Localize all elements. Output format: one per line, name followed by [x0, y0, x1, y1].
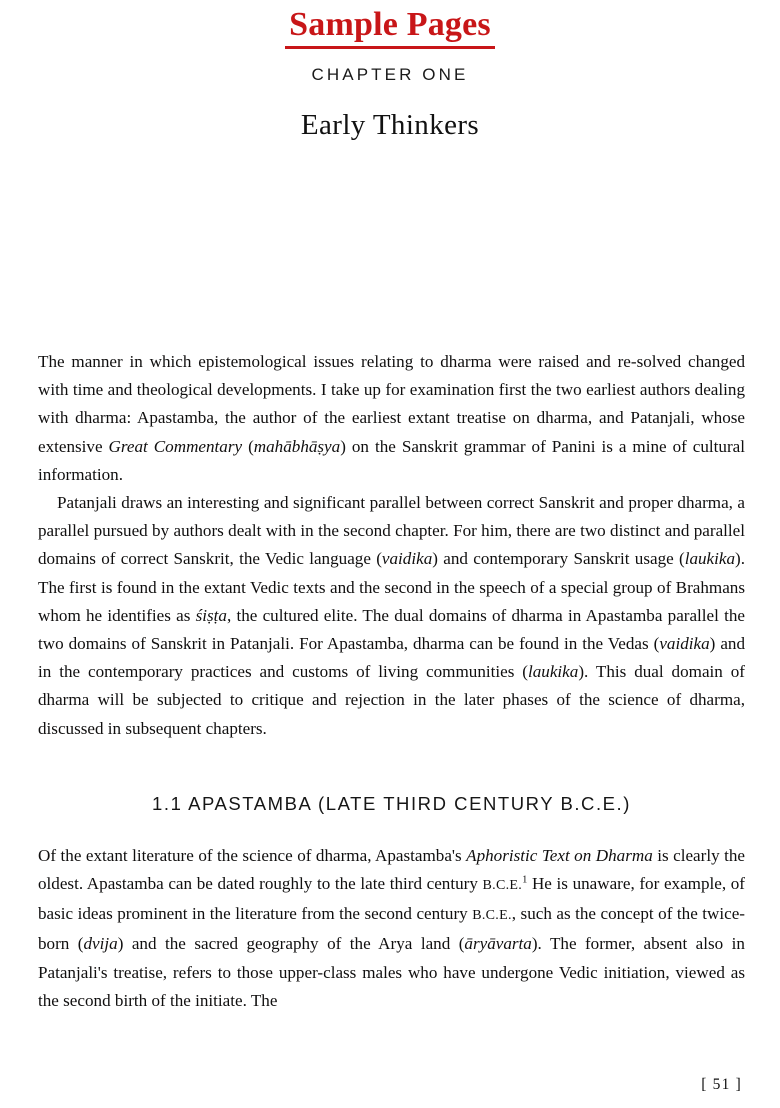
paragraph-3	[38, 842, 745, 1015]
p2-run-5: ) and in the contemporary practices and customs of living communities (	[38, 634, 745, 682]
p3-italic-aphoristic-text-on-dharma: Aphoristic Text on Dharma	[466, 845, 653, 865]
p1-run-1: The manner in which epistemological issues relating to dharma were raised and re-solved changed with time and theological developments. I take up for examination first the two earliest authors dealing with dharma: Apastamba, the author of the earliest extant treatise on dharma, and Patanjali, whose extensive	[38, 352, 745, 456]
p3-italic-dvija: dvija	[83, 934, 118, 954]
heading-spacer-top	[38, 743, 745, 793]
p1-run-3: ) on the Sanskrit grammar of Panini is a mine of cultural information.	[38, 436, 746, 484]
page-number-folio: [ 51 ]	[701, 1076, 742, 1093]
p2-run-1: Patanjali draws an interesting and significant parallel between correct Sanskrit and proper dharma, a parallel pursued by authors dealt with in the second chapter. For him, there are two distinct and parallel domains of correct Sanskrit, the Vedic language (	[38, 493, 745, 569]
heading-spacer-bottom	[38, 815, 745, 842]
page-header	[0, 0, 780, 142]
p3-smallcaps-bce-1: B.C.E.	[482, 878, 523, 894]
p1-italic-mahabhasya: mahābhāṣya	[253, 436, 341, 456]
p3-run-4: , such as the concept of the twice-born (	[38, 904, 745, 954]
footnote-marker-1: 1	[522, 874, 528, 886]
p2-italic-vaidika-2: vaidika	[659, 634, 710, 654]
p2-italic-vaidika-1: vaidika	[381, 549, 433, 569]
p3-italic-aryavarta: āryāvarta	[464, 934, 532, 954]
p2-run-2: ) and contemporary Sanskrit usage (	[432, 549, 685, 569]
p2-italic-sista: śiṣṭa	[195, 605, 227, 625]
p3-run-5: ) and the sacred geography of the Arya land (	[117, 934, 465, 954]
p2-italic-laukika-1: laukika	[684, 549, 736, 569]
sample-pages-banner-title: Sample Pages	[285, 6, 495, 49]
paragraph-2	[38, 489, 745, 743]
chapter-label: CHAPTER ONE	[311, 65, 469, 85]
p1-run-2: (	[242, 436, 254, 456]
p3-smallcaps-bce-2: B.C.E.	[472, 908, 512, 924]
p2-run-6: ). This dual domain of dharma will be subjected to critique and rejection in the later phases of the science of dharma, discussed in subsequent chapters.	[38, 662, 745, 738]
p3-run-6: ). The former, absent also in Patanjali's treatise, refers to those upper-class males who have undergone Vedic initiation, viewed as the second birth of the initiate. The	[38, 934, 745, 1010]
banner-title-wrap	[0, 6, 780, 49]
p3-run-2: is clearly the oldest. Apastamba can be dated roughly to the late third century	[38, 845, 745, 894]
body-text-area	[38, 348, 745, 1015]
p2-italic-laukika-2: laukika	[527, 662, 579, 682]
p2-run-3: ). The first is found in the extant Vedic texts and the second in the speech of a special group of Brahmans whom he identifies as	[38, 549, 745, 625]
p2-run-4: , the cultured elite. The dual domains of dharma in Apastamba parallel the two domains of Sanskrit in Patanjali. For Apastamba, dharma can be found in the Vedas (	[38, 605, 745, 654]
section-heading-1-1: 1.1 APASTAMBA (LATE THIRD CENTURY B.C.E.)	[152, 792, 631, 814]
p3-run-3: He is unaware, for example, of basic ideas prominent in the literature from the second century	[38, 874, 745, 924]
p3-run-1: Of the extant literature of the science of dharma, Apastamba's	[38, 845, 467, 865]
chapter-title: Early Thinkers	[300, 109, 480, 142]
paragraph-1	[38, 348, 745, 489]
p1-italic-great-commentary: Great Commentary	[108, 436, 243, 456]
